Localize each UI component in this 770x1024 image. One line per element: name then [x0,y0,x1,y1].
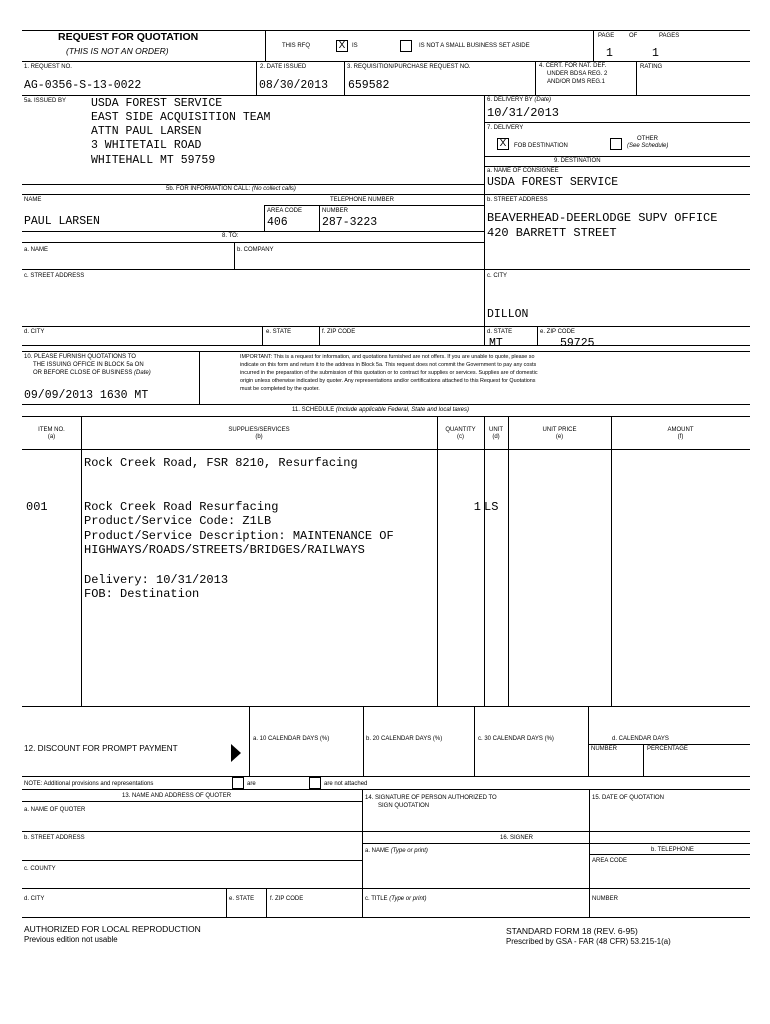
issued-by-label: 5a. ISSUED BY [24,98,67,104]
dest-state-label: d. STATE [487,329,513,335]
discount-number-label: NUMBER [591,746,618,752]
contact-name: PAUL LARSEN [24,215,100,228]
issued-by-line-3: ATTN PAUL LARSEN [91,125,202,138]
other-delivery-note: (See Schedule) [627,143,669,149]
important-line-3: incurred in the preparation of the submission of this quotation or to contract for supplies or services. Supplies are of domestic [240,370,538,376]
footer-right-1: STANDARD FORM 18 (REV. 6-95) [506,926,638,936]
page-label: PAGE [598,33,615,39]
discount-20-days: b. 20 CALENDAR DAYS (%) [366,736,443,742]
item-desc-line-6: Delivery: 10/31/2013 [84,573,229,587]
date-issued-label: 2. DATE ISSUED [260,64,307,70]
cert-label-3: AND/OR DMS REG.1 [547,79,606,85]
item-desc-line-2: Product/Service Code: Z1LB [84,514,272,528]
quote-due-label-3: OR BEFORE CLOSE OF BUSINESS (Date) [33,370,151,376]
destination-label: 9. DESTINATION [554,158,601,164]
item-number: 001 [26,500,48,514]
col-unit-price: UNIT PRICE (e) [542,427,577,440]
requisition-value: 659582 [348,79,390,92]
other-delivery-label: OTHER [637,136,658,142]
form-subtitle: (THIS IS NOT AN ORDER) [66,46,169,56]
request-no-label: 1. REQUEST NO. [24,64,72,70]
item-desc-line-7: FOB: Destination [84,587,200,601]
to-company-label: b. COMPANY [237,247,274,253]
col-item-no: ITEM NO. (a) [38,427,65,440]
info-phone-label: TELEPHONE NUMBER [330,197,395,203]
to-street-label: c. STREET ADDRESS [24,273,85,279]
other-delivery-checkbox[interactable] [610,138,622,150]
item-desc-line-1: Rock Creek Road Resurfacing [84,500,279,514]
issued-by-line-2: EAST SIDE ACQUISITION TEAM [91,111,271,124]
quotation-date-label: 15. DATE OF QUOTATION [592,795,665,801]
col-unit: UNIT (d) [489,427,503,440]
are-not-attached-checkbox[interactable] [309,777,321,789]
is-label: IS [352,43,358,49]
quoter-state-label: e. STATE [229,896,255,902]
signer-label: 16. SIGNER [500,835,534,841]
fob-destination-label: FOB DESTINATION [514,143,568,149]
are-label: are [247,781,256,787]
quoter-name-label: a. NAME OF QUOTER [24,807,86,813]
consignee-value: USDA FOREST SERVICE [487,176,619,189]
requisition-label: 3. REQUISITION/PURCHASE REQUEST NO. [347,64,471,70]
dest-street-label: b. STREET ADDRESS [487,197,548,203]
pages-label: PAGES [659,33,680,39]
delivery-by-label: 6. DELIVERY BY (Date) [487,97,552,103]
quoter-county-label: c. COUNTY [24,866,56,872]
this-rfq-label: THIS RFQ [282,43,310,49]
schedule-title: 11. SCHEDULE (Include applicable Federal, State and local taxes) [292,407,469,413]
page-number: 1 [606,47,613,60]
is-not-small-business-label: IS NOT A SMALL BUSINESS SET ASIDE [419,43,530,49]
item-unit: LS [484,500,499,514]
signature-label-1: 14. SIGNATURE OF PERSON AUTHORIZED TO [365,795,497,801]
item-desc-line-3: Product/Service Description: MAINTENANCE OF [84,529,394,543]
rating-label: RATING [640,64,663,70]
item-quantity: 1 [473,500,481,514]
to-state-label: e. STATE [266,329,292,335]
fob-destination-checkbox[interactable]: X [497,138,509,150]
quote-due-value: 09/09/2013 1630 MT [24,389,149,402]
dest-city-value: DILLON [487,308,529,321]
footer-right-2: Prescribed by GSA - FAR (48 CFR) 53.215-1(a) [506,937,671,946]
dest-zip-label: e. ZIP CODE [540,329,575,335]
dest-street-line-2: 420 BARRETT STREET [487,226,617,240]
to-label: 8. TO: [222,233,239,239]
col-amount: AMOUNT (f) [667,427,694,440]
discount-label: 12. DISCOUNT FOR PROMPT PAYMENT [24,744,178,753]
issued-by-line-1: USDA FOREST SERVICE [91,97,223,110]
dest-state-value: MT [489,337,503,350]
to-city-label: d. CITY [24,329,45,335]
to-name-label: a. NAME [24,247,49,253]
important-line-4: origin unless otherwise indicated by quoter. Any representations and/or certifications attached to this Request for Quotations [240,378,536,384]
cert-label-1: 4. CERT. FOR NAT. DEF. [539,63,607,69]
delivery-label: 7. DELIVERY [487,125,524,131]
quote-due-label-2: THE ISSUING OFFICE IN BLOCK 5a ON [33,362,144,368]
important-line-2: indicate on this form and return it to the address in Block 5a. This request does not commit the Government to pay any costs [240,362,537,368]
discount-percentage-label: PERCENTAGE [647,746,688,752]
contact-number: 287-3223 [322,216,378,229]
discount-10-days: a. 10 CALENDAR DAYS (%) [253,736,330,742]
discount-calendar-days: d. CALENDAR DAYS [612,736,669,742]
signer-title-label: c. TITLE (Type or print) [365,896,427,902]
area-code-label: AREA CODE [267,208,303,214]
info-call-label: 5b. FOR INFORMATION CALL: (No collect calls) [166,186,296,192]
important-line-1: IMPORTANT: This is a request for information, and quotations furnished are not offers. If you are unable to quote, please so [240,354,535,360]
is-set-aside-checkbox[interactable]: X [336,40,348,52]
dest-city-label: c. CITY [487,273,508,279]
signer-number-label: NUMBER [592,896,619,902]
to-zip-label: f. ZIP CODE [322,329,356,335]
item-desc-line-4: HIGHWAYS/ROADS/STREETS/BRIDGES/RAILWAYS [84,543,365,557]
arrow-right-icon [230,743,242,763]
quoter-street-label: b. STREET ADDRESS [24,835,85,841]
col-quantity: QUANTITY (c) [445,427,476,440]
footer-left-2: Previous edition not usable [24,935,118,944]
footer-left-1: AUTHORIZED FOR LOCAL REPRODUCTION [24,924,201,934]
quoter-zip-label: f. ZIP CODE [270,896,304,902]
cert-label-2: UNDER BDSA REG. 2 [547,71,608,77]
request-no-value: AG-0356-S-13-0022 [24,79,142,92]
schedule-intro: Rock Creek Road, FSR 8210, Resurfacing [84,456,358,470]
col-supplies: SUPPLIES/SERVICES (b) [228,427,290,440]
dest-zip-value: 59725 [560,337,595,350]
issued-by-line-4: 3 WHITETAIL ROAD [91,139,202,152]
are-attached-checkbox[interactable] [232,777,244,789]
dest-street-line-1: BEAVERHEAD-DEERLODGE SUPV OFFICE [487,211,718,225]
telephone-label: b. TELEPHONE [651,847,694,853]
is-not-set-aside-checkbox[interactable] [400,40,412,52]
consignee-label: a. NAME OF CONSIGNEE [487,168,559,174]
delivery-by-value: 10/31/2013 [487,106,560,120]
date-issued-value: 08/30/2013 [259,79,329,92]
important-line-5: must be completed by the quoter. [240,386,320,392]
issued-by-line-5: WHITEHALL MT 59759 [91,154,216,167]
contact-area-code: 406 [267,216,288,229]
of-label: OF [629,33,638,39]
total-pages: 1 [652,47,659,60]
note-text: NOTE: Additional provisions and representations [24,781,154,787]
signer-name-label: a. NAME (Type or print) [365,848,428,854]
signer-area-code-label: AREA CODE [592,858,628,864]
are-not-label: are not attached [324,781,368,787]
form-title: REQUEST FOR QUOTATION [58,31,199,43]
quoter-city-label: d. CITY [24,896,45,902]
signature-label-2: SIGN QUOTATION [378,803,430,809]
discount-30-days: c. 30 CALENDAR DAYS (%) [478,736,554,742]
quote-due-label-1: 10. PLEASE FURNISH QUOTATIONS TO [24,354,136,360]
info-name-label: NAME [24,197,42,203]
quoter-title: 13. NAME AND ADDRESS OF QUOTER [122,793,232,799]
number-label: NUMBER [322,208,349,214]
